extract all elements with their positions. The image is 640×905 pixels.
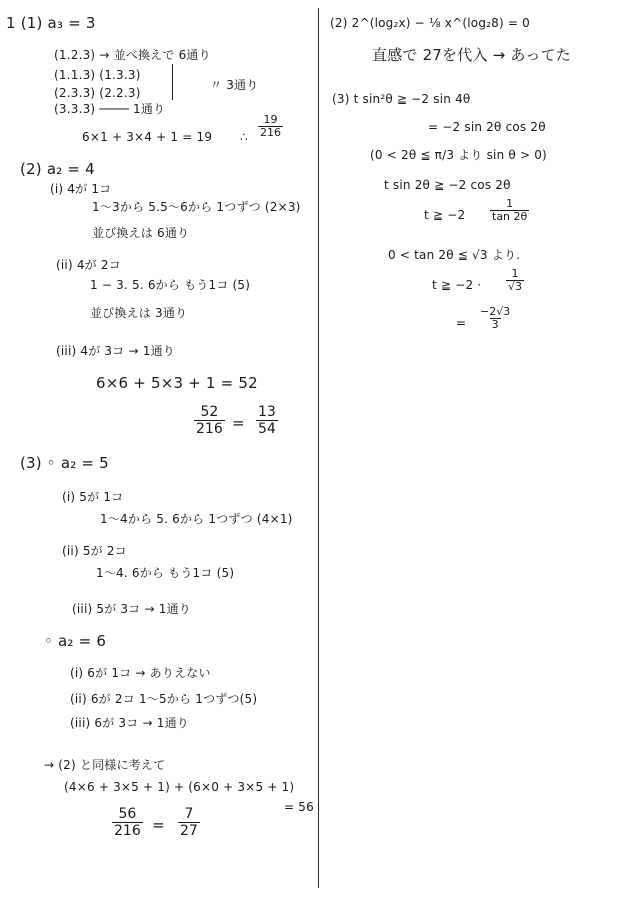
q3-l7-den: √3 [508, 280, 523, 293]
q3-line2: = −2 sin 2θ cos 2θ [428, 120, 546, 134]
p2-frac2-den: 54 [258, 421, 276, 437]
p3-frac1-num: 56 [118, 806, 137, 822]
q3-line3: (0 < 2θ ≦ π/3 より sin θ > 0) [370, 148, 547, 162]
p3-equals: = [152, 816, 165, 834]
q3-line1: (3) t sin²θ ≧ −2 sin 4θ [332, 92, 471, 106]
q3-line5: t ≧ −2 [424, 208, 466, 222]
p1-answer-fraction [258, 114, 283, 139]
p1-ans-num: 19 [263, 113, 278, 126]
p3-note: → (2) と同様に考えて [44, 758, 166, 772]
p2-case-iii: (iii) 4が 3コ → 1通り [56, 344, 175, 358]
q3-line5-fraction [490, 198, 529, 223]
q3-l7-num: 1 [511, 267, 519, 280]
q3-line4: t sin 2θ ≧ −2 cos 2θ [384, 178, 511, 192]
p1-line1: (1.2.3) → 並べ換えで 6通り [54, 48, 211, 62]
q3-line8: = [456, 316, 467, 330]
q3-l8-den: 3 [491, 318, 499, 331]
p3-sum: (4×6 + 3×5 + 1) + (6×0 + 3×5 + 1) [64, 780, 295, 794]
p1-sum: 6×1 + 3×4 + 1 = 19 [82, 130, 213, 144]
p2-fraction-1 [194, 404, 225, 437]
q3-l8-num: −2√3 [480, 305, 511, 318]
p2-case-i: (i) 4が 1コ [50, 182, 112, 196]
p2-frac1-den: 216 [196, 421, 223, 437]
problem3-heading: (3) ◦ a₂ = 5 [20, 454, 109, 472]
q3-line7-fraction [506, 268, 524, 293]
p3-frac2-den: 27 [180, 823, 198, 839]
p1-ans-den: 216 [260, 126, 281, 139]
p1-line2: (1.1.3) (1.3.3) [54, 68, 141, 82]
p3-fraction-1 [112, 806, 143, 839]
p1-line3-count: 〃 3通り [210, 78, 259, 92]
p3-fraction-2 [178, 806, 200, 839]
p3-b-case-i: (i) 6が 1コ → ありえない [70, 666, 211, 680]
p2-sum: 6×6 + 5×3 + 1 = 52 [96, 374, 258, 392]
p2-frac1-num: 52 [200, 404, 219, 420]
problem1-heading: 1 (1) a₃ = 3 [6, 14, 96, 32]
p3-sum-result: = 56 [284, 800, 314, 814]
column-divider [318, 8, 319, 888]
p2-case-ii-perm: 並び換えは 3通り [90, 306, 188, 320]
p1-line3: (2.3.3) (2.2.3) [54, 86, 141, 100]
p2-case-ii: (ii) 4が 2コ [56, 258, 121, 272]
p3-subcase-heading: ◦ a₂ = 6 [44, 632, 107, 650]
p2-case-ii-detail: 1 − 3. 5. 6から もう1コ (5) [90, 278, 251, 292]
q3-l5-num: 1 [506, 197, 514, 210]
p3-frac2-num: 7 [184, 806, 194, 822]
q3-l5-den: tan 2θ [492, 210, 528, 223]
p1-brace [170, 64, 173, 100]
q3-line6: 0 < tan 2θ ≦ √3 より. [388, 248, 521, 262]
p3-b-case-ii: (ii) 6が 2コ 1〜5から 1つずつ(5) [70, 692, 258, 706]
p2-equals: = [232, 414, 245, 432]
p3-case-ii-detail: 1〜4. 6から もう1コ (5) [96, 566, 235, 580]
p3-b-case-iii: (iii) 6が 3コ → 1通り [70, 716, 189, 730]
q2-equation: (2) 2^(log₂x) − ⅛ x^(log₂8) = 0 [330, 16, 530, 30]
q2-note: 直感で 27を代入 → あってた [372, 46, 572, 64]
p2-case-i-detail: 1〜3から 5.5〜6から 1つずつ (2×3) [92, 200, 301, 214]
therefore-symbol: ∴ [240, 130, 248, 144]
p2-case-i-perm: 並び換えは 6通り [92, 226, 190, 240]
p1-line4: (3.3.3) ──── 1通り [54, 102, 166, 116]
p3-case-ii: (ii) 5が 2コ [62, 544, 127, 558]
p2-fraction-2 [256, 404, 278, 437]
problem2-heading: (2) a₂ = 4 [20, 160, 95, 178]
p3-case-i-detail: 1〜4から 5. 6から 1つずつ (4×1) [100, 512, 293, 526]
p3-case-iii: (iii) 5が 3コ → 1通り [72, 602, 191, 616]
p3-case-i: (i) 5が 1コ [62, 490, 124, 504]
q3-line7: t ≧ −2 · [432, 278, 482, 292]
p2-frac2-num: 13 [258, 404, 276, 420]
p3-frac1-den: 216 [114, 823, 141, 839]
q3-answer-fraction [478, 306, 512, 331]
